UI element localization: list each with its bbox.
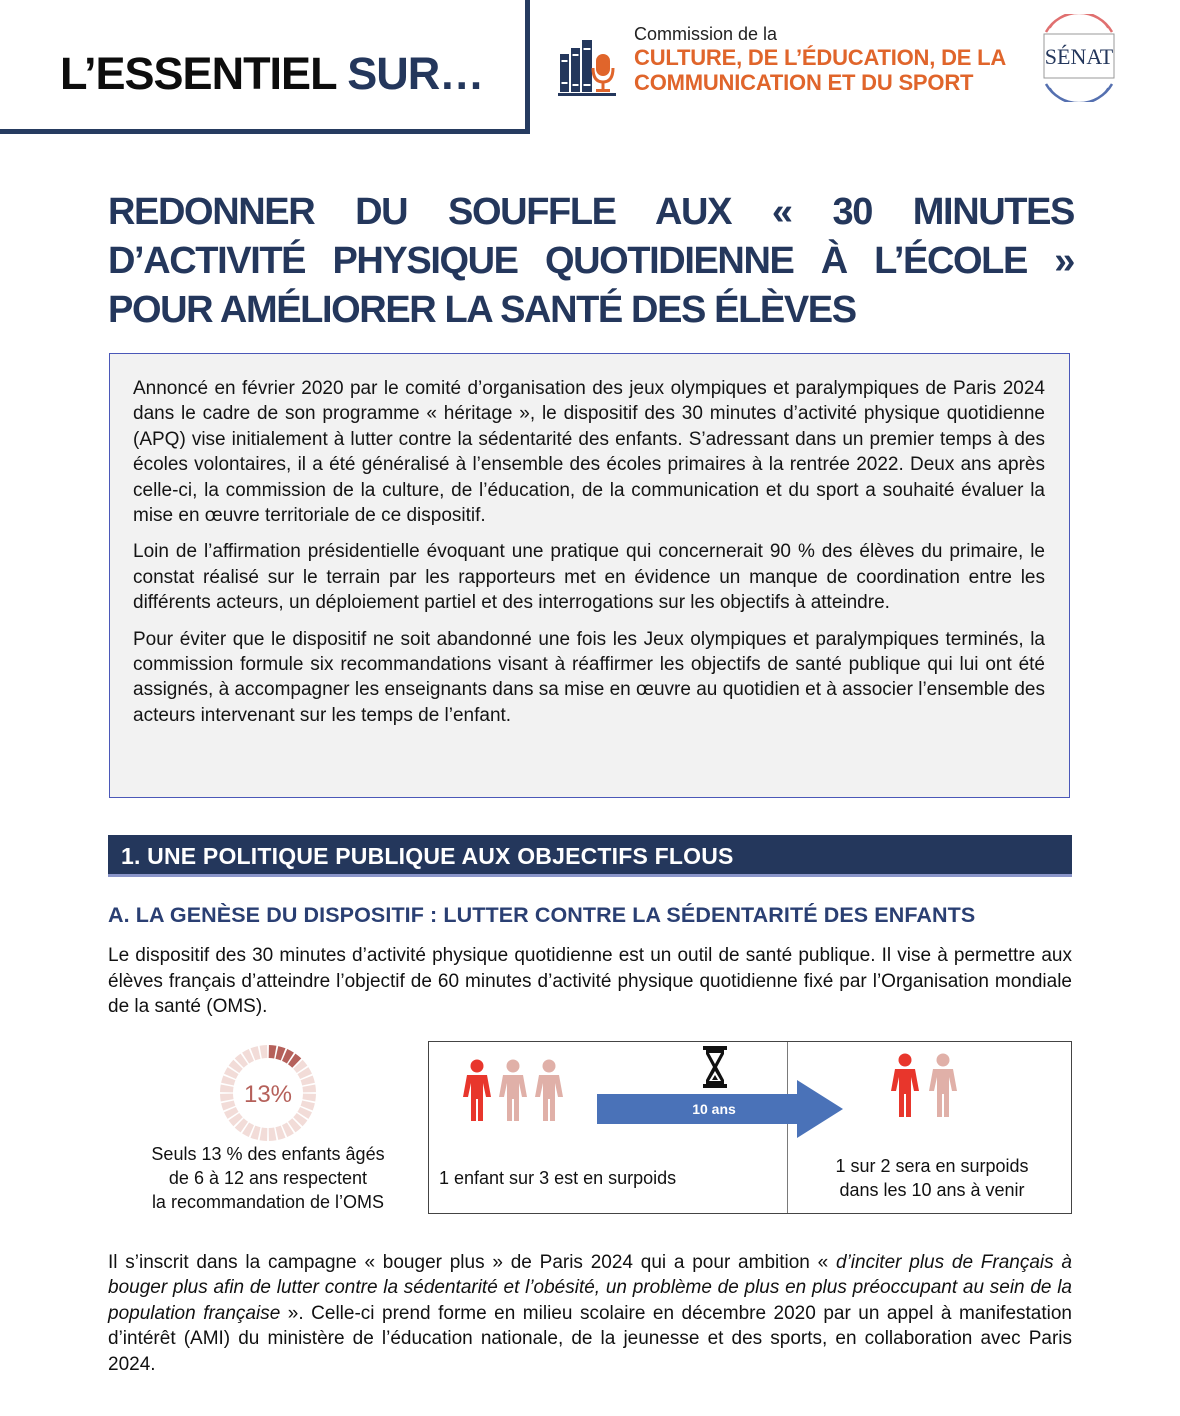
arrow-label: 10 ans	[692, 1101, 736, 1117]
subsection-heading: A. LA GENÈSE DU DISPOSITIF : LUTTER CONTRE LA SÉDENTARITÉ DES ENFANTS	[108, 903, 976, 927]
commission-line-1: Commission de la	[634, 24, 778, 44]
page-title	[108, 188, 1074, 335]
caption-left: 1 enfant sur 3 est en surpoids	[439, 1168, 677, 1188]
donut-segment	[269, 1127, 277, 1141]
header-title-box	[0, 0, 530, 134]
body-paragraph-2-end: ». Celle-ci prend forme en milieu scolaire en décembre 2020 par un appel à manifestation d’intérêt (AMI) du ministère de l’éducation nationale, de la jeunesse et des sports, en collaboration avec Paris 2024.	[108, 1302, 1072, 1375]
infographic-box	[428, 1041, 1072, 1214]
donut-caption-line-1: Seuls 13 % des enfants âgés	[151, 1144, 385, 1164]
people-icon	[889, 1052, 963, 1122]
donut-segment	[269, 1045, 277, 1059]
summary-box	[109, 353, 1070, 798]
caption-right-line-1: 1 sur 2 sera en surpoids	[835, 1156, 1029, 1176]
commission-logo-icon	[558, 38, 628, 96]
summary-paragraph-1: Annoncé en février 2020 par le comité d’organisation des jeux olympiques et paralympiques de Paris 2024 dans le cadre de son programme « héritage », le dispositif des 30 minutes d’activité physique quotidienne (APQ) vise initialement à lutter contre la sédentarité des enfants. S’adressant dans un premier temps à des écoles volontaires, il a été généralisé à l’ensemble des écoles primaires à la rentrée 2022. Deux ans après celle-ci, la commission de la culture, de l’éducation, de la communication et du sport a souhaité évaluer la mise en œuvre territoriale de ce dispositif.	[133, 378, 1045, 527]
donut-caption-line-3: la recommandation de l’OMS	[151, 1192, 385, 1212]
donut-segment	[260, 1045, 268, 1059]
header-title	[60, 48, 483, 100]
header-title-sur: SUR…	[347, 48, 484, 99]
senat-logo	[1036, 14, 1122, 102]
commission-line-2: CULTURE, DE L’ÉDUCATION, DE LA	[634, 45, 1007, 70]
page-title-line-2: D’ACTIVITÉ PHYSIQUE QUOTIDIENNE À L’ÉCOLE »	[108, 240, 1074, 282]
donut-chart-icon	[218, 1043, 318, 1143]
caption-right-line-2: dans les 10 ans à venir	[839, 1180, 1025, 1200]
people-icon	[461, 1058, 565, 1124]
body-paragraph-2-quote: d’inciter plus de Français à bouger plus afin de lutter contre la sédentarité et l’obésité, un problème de plus en plus préoccupant au sein de la population française	[108, 1252, 1073, 1324]
summary-paragraph-3: Pour éviter que le dispositif ne soit abandonné une fois les Jeux olympiques et paralympiques terminés, la commission formule six recommandations visant à réaffirmer les objectifs de santé publique qui lui ont été assignés, à accompagner les enseignants dans sa mise en œuvre au quotidien et à associer l’ensemble des acteurs intervenant sur les temps de l’enfant.	[133, 628, 1045, 726]
donut-segment	[260, 1127, 268, 1141]
page-title-line-3: POUR AMÉLIORER LA SANTÉ DES ÉLÈVES	[108, 289, 856, 331]
donut-label: 13%	[243, 1081, 293, 1108]
donut-segment	[220, 1085, 234, 1093]
body-paragraph-2-start: Il s’inscrit dans la campagne « bouger plus » de Paris 2024 qui a pour ambition «	[108, 1252, 836, 1273]
summary-paragraph-2: Loin de l’affirmation présidentielle évoquant une pratique qui concernerait 90 % des élèves du primaire, le constat réalisé sur le terrain par les rapporteurs met en évidence un manque de coordination entre les différents acteurs, un déploiement partiel et des interrogations sur les objectifs à atteindre.	[133, 541, 1045, 614]
body-paragraph-2	[108, 1250, 1072, 1377]
body-paragraph-1: Le dispositif des 30 minutes d’activité physique quotidienne est un outil de santé publique. Il vise à permettre aux élèves français d’atteindre l’objectif de 60 minutes d’activité physique quotidienne fixé par l’Organisation mondiale de la santé (OMS).	[108, 945, 1072, 1017]
donut-caption-line-2: de 6 à 12 ans respectent	[168, 1168, 368, 1188]
donut-segment	[302, 1094, 316, 1102]
caption-right	[799, 1154, 1065, 1202]
page-title-line-1: REDONNER DU SOUFFLE AUX « 30 MINUTES	[108, 191, 1074, 233]
donut-segment	[302, 1085, 316, 1093]
section-heading: 1. UNE POLITIQUE PUBLIQUE AUX OBJECTIFS FLOUS	[108, 835, 1072, 877]
donut-caption	[118, 1142, 418, 1214]
senat-logo-text: SÉNAT	[1044, 44, 1114, 69]
header-title-main: L’ESSENTIEL	[60, 48, 336, 99]
donut-segment	[220, 1094, 234, 1102]
commission-name	[634, 24, 1006, 95]
commission-line-3: COMMUNICATION ET DU SPORT	[634, 70, 974, 95]
